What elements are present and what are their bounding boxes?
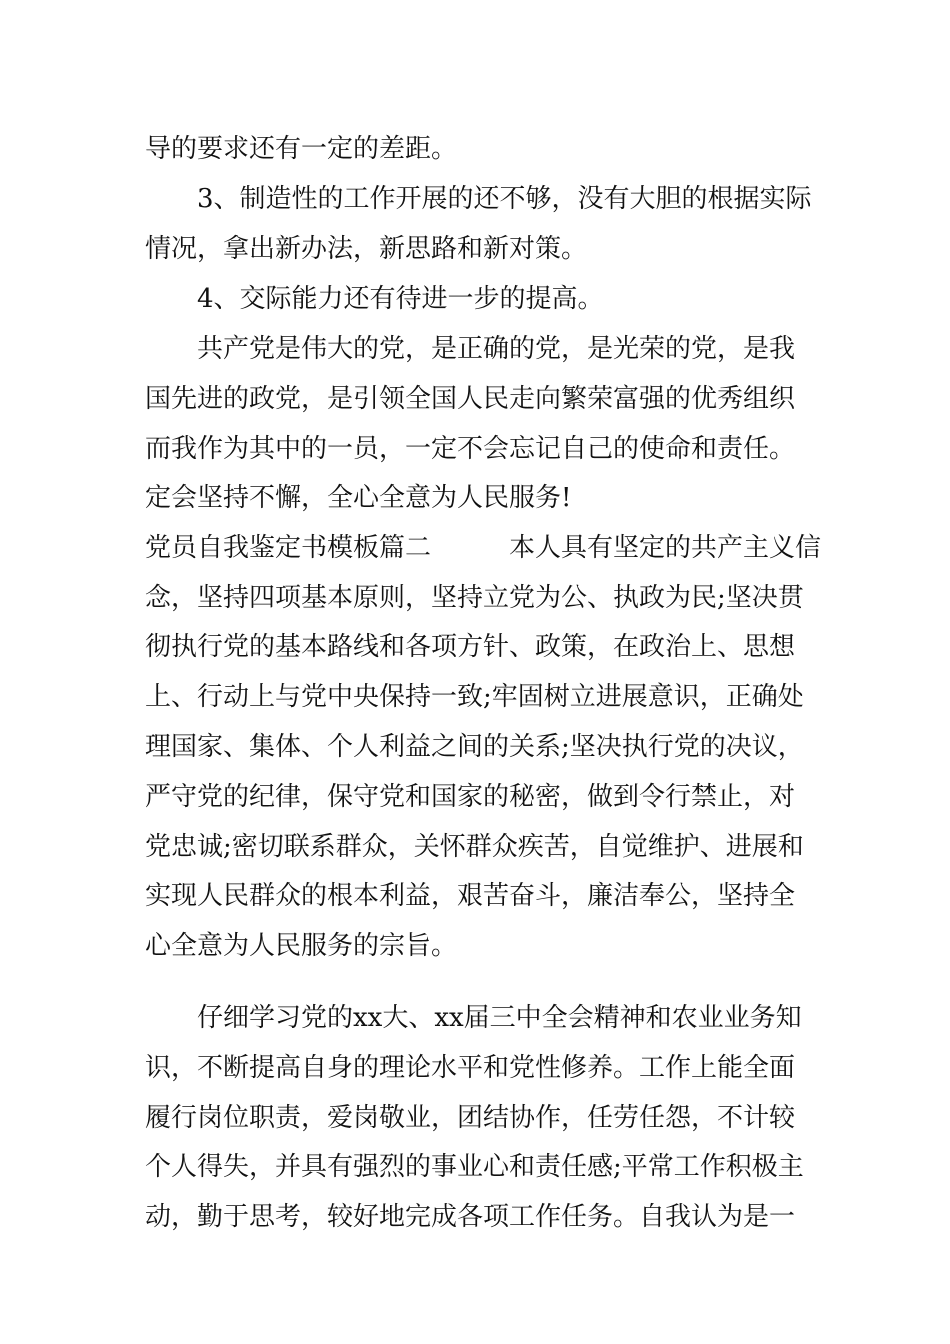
text-line: 实现人民群众的根本利益，艰苦奋斗，廉洁奉公，坚持全 [145,881,796,911]
text-line: 定会坚持不懈，全心全意为人民服务! [145,483,572,513]
text-line: 理国家、集体、个人利益之间的关系;坚决执行党的决议， [145,732,804,762]
text-line: 履行岗位职责，爱岗敬业，团结协作，任劳任怨，不计较 [145,1103,796,1133]
text-line: 情况，拿出新办法，新思路和新对策。 [145,234,588,264]
text-line: 识，不断提高自身的理论水平和党性修养。工作上能全面 [145,1053,796,1083]
text-line: 党忠诚;密切联系群众，关怀群众疾苦，自觉维护、进展和 [145,832,804,862]
text-line: 动，勤于思考，较好地完成各项工作任务。自我认为是一 [145,1202,796,1232]
text-line: 上、行动上与党中央保持一致;牢固树立进展意识，正确处 [145,682,804,712]
text-line: 严守党的纪律，保守党和国家的秘密，做到令行禁止，对 [145,782,796,812]
text-line: 3、制造性的工作开展的还不够，没有大胆的根据实际 [145,184,812,214]
text-line: 导的要求还有一定的差距。 [145,134,458,164]
text-line: 个人得失，并具有强烈的事业心和责任感;平常工作积极主 [145,1152,804,1182]
text-line: 彻执行党的基本路线和各项方针、政策，在政治上、思想 [145,632,796,662]
text-line: 念，坚持四项基本原则，坚持立党为公、执政为民;坚决贯 [145,583,804,613]
text-line: 而我作为其中的一员，一定不会忘记自己的使命和责任。 [145,434,796,464]
text-line: 心全意为人民服务的宗旨。 [145,931,458,961]
text-line: 4、交际能力还有待进一步的提高。 [145,284,604,314]
section-heading-line: 党员自我鉴定书模板篇二 本人具有坚定的共产主义信 [145,533,822,563]
text-line: 国先进的政党，是引领全国人民走向繁荣富强的优秀组织 [145,384,796,414]
text-line: 仔细学习党的xx大、xx届三中全会精神和农业业务知 [145,1003,802,1033]
text-line: 共产党是伟大的党，是正确的党，是光荣的党，是我 [145,334,796,364]
